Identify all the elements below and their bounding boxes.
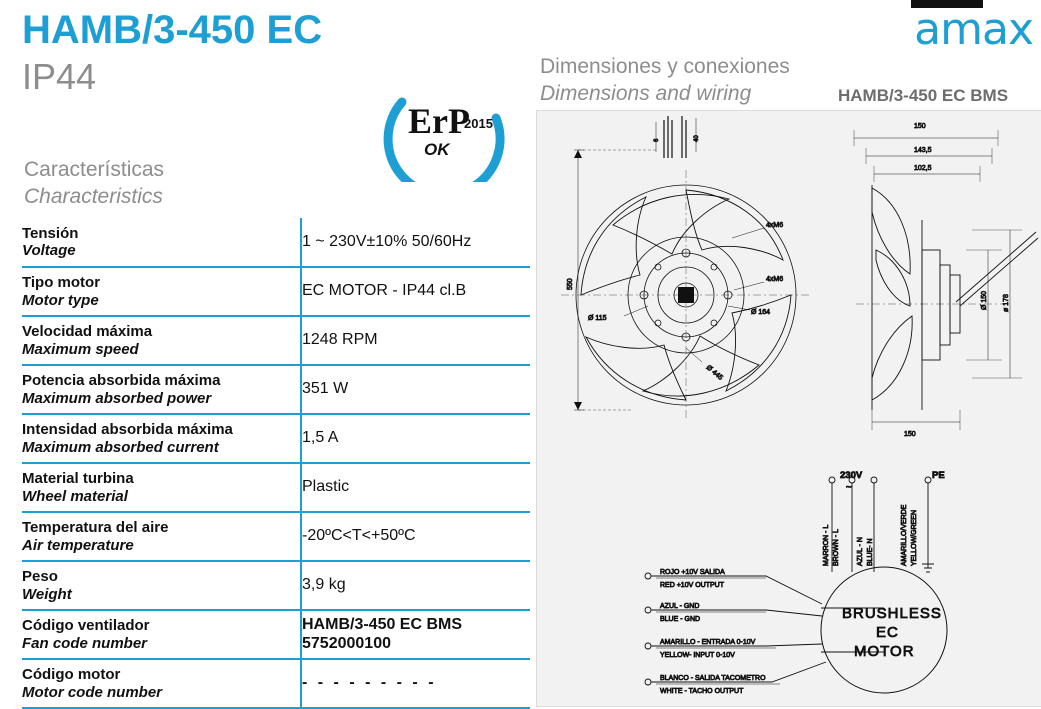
svg-text:AZUL - GND: AZUL - GND	[660, 603, 700, 610]
row-label-es: Velocidad máxima	[22, 323, 153, 341]
row-label	[22, 610, 301, 659]
row-value: -20ºC<T<+50ºC	[301, 512, 530, 561]
row-label-es: Potencia absorbida máxima	[22, 372, 221, 390]
erp-year: 2015	[464, 116, 493, 131]
svg-text:4xM6: 4xM6	[766, 276, 784, 283]
svg-text:BROWN - L: BROWN - L	[833, 529, 840, 566]
row-label-es: Código ventilador	[22, 617, 150, 635]
svg-text:AMARILLO - ENTRADA 0-10V: AMARILLO - ENTRADA 0-10V	[660, 639, 756, 646]
row-value: Plastic	[301, 463, 530, 512]
specifications-table	[22, 218, 530, 709]
svg-text:Ø 115: Ø 115	[588, 315, 607, 322]
svg-text:4xM6: 4xM6	[766, 222, 784, 229]
table-row	[22, 414, 530, 463]
svg-text:ø 178: ø 178	[1003, 294, 1010, 312]
erp-label: ErP	[408, 101, 470, 141]
svg-text:230V: 230V	[840, 470, 863, 481]
svg-text:BLUE- N: BLUE- N	[867, 538, 874, 566]
svg-text:ROJO +10V SALIDA: ROJO +10V SALIDA	[660, 569, 725, 576]
svg-text:BLANCO - SALIDA TACOMETRO: BLANCO - SALIDA TACOMETRO	[660, 675, 766, 682]
svg-text:Ø 445: Ø 445	[704, 364, 724, 382]
svg-text:EC: EC	[876, 624, 899, 641]
row-label-en: Motor code number	[22, 683, 163, 701]
svg-text:150: 150	[914, 123, 926, 130]
svg-text:150: 150	[904, 431, 916, 438]
row-label-en: Motor type	[22, 291, 99, 309]
row-value: 1248 RPM	[301, 316, 530, 365]
row-label	[22, 365, 301, 414]
svg-text:PE: PE	[932, 470, 945, 481]
svg-text:MOTOR: MOTOR	[854, 643, 915, 660]
svg-text:AMARILLO/VERDE: AMARILLO/VERDE	[901, 504, 908, 566]
svg-text:143,5: 143,5	[914, 147, 932, 154]
row-value: HAMB/3-450 EC BMS 5752000100	[301, 610, 530, 659]
table-row	[22, 365, 530, 414]
svg-text:MARRON - L: MARRON - L	[823, 524, 830, 566]
row-label	[22, 316, 301, 365]
dimensions-heading-en: Dimensions and wiring	[540, 82, 752, 105]
table-row	[22, 610, 530, 659]
table-row	[22, 561, 530, 610]
row-label	[22, 218, 301, 267]
row-label	[22, 463, 301, 512]
row-value: - - - - - - - - -	[301, 659, 530, 708]
table-row	[22, 512, 530, 561]
svg-text:YELLOW- INPUT 0-10V: YELLOW- INPUT 0-10V	[660, 652, 735, 659]
model-code-label: HAMB/3-450 EC BMS	[838, 86, 1009, 105]
svg-text:YELLOW/GREEN: YELLOW/GREEN	[911, 509, 918, 566]
brand-logo: amax	[914, 4, 1033, 55]
svg-text:AZUL - N: AZUL - N	[857, 537, 864, 566]
table-row	[22, 659, 530, 708]
svg-text:Ø 164: Ø 164	[751, 309, 771, 316]
row-label-en: Wheel material	[22, 487, 128, 505]
svg-text:BRUSHLESS: BRUSHLESS	[842, 605, 942, 622]
table-row	[22, 218, 530, 267]
row-label	[22, 267, 301, 316]
row-label	[22, 414, 301, 463]
svg-text:BLUE - GND: BLUE - GND	[660, 616, 701, 623]
characteristics-heading-en: Characteristics	[24, 185, 163, 208]
svg-text:RED +10V OUTPUT: RED +10V OUTPUT	[660, 582, 724, 589]
row-label-en: Maximum speed	[22, 340, 139, 358]
row-label-en: Air temperature	[22, 536, 134, 554]
row-label-en: Weight	[22, 585, 72, 603]
erp-ok: OK	[424, 140, 450, 159]
row-label-es: Código motor	[22, 666, 121, 684]
row-label	[22, 659, 301, 708]
row-label-es: Material turbina	[22, 470, 134, 488]
table-row	[22, 316, 530, 365]
row-label	[22, 512, 301, 561]
row-label-en: Maximum absorbed power	[22, 389, 212, 407]
row-value: 1 ~ 230V±10% 50/60Hz	[301, 218, 530, 267]
svg-text:Ø 150: Ø 150	[981, 290, 988, 310]
technical-drawing	[536, 110, 1041, 705]
table-row	[22, 463, 530, 512]
row-label-es: Temperatura del aire	[22, 519, 169, 537]
page-title: HAMB/3-450 EC	[22, 8, 323, 52]
svg-text:550: 550	[567, 278, 574, 290]
row-label	[22, 561, 301, 610]
svg-text:6: 6	[654, 138, 660, 142]
erp-badge	[372, 82, 524, 182]
svg-text:WHITE - TACHO OUTPUT: WHITE - TACHO OUTPUT	[660, 688, 744, 695]
characteristics-heading-es: Características	[24, 158, 165, 181]
row-value: 351 W	[301, 365, 530, 414]
row-value: 1,5 A	[301, 414, 530, 463]
page-subtitle: IP44	[22, 56, 97, 97]
dimensions-heading-es: Dimensiones y conexiones	[540, 55, 790, 78]
svg-text:102,5: 102,5	[914, 165, 932, 172]
row-label-en: Voltage	[22, 242, 76, 259]
row-label-es: Peso	[22, 568, 58, 586]
row-label-en: Fan code number	[22, 634, 148, 652]
row-label-es: Tensión	[22, 224, 79, 242]
row-label-en: Maximum absorbed current	[22, 438, 219, 456]
row-value: EC MOTOR - IP44 cl.B	[301, 267, 530, 316]
row-label-es: Intensidad absorbida máxima	[22, 421, 233, 439]
table-row	[22, 267, 530, 316]
row-value: 3,9 kg	[301, 561, 530, 610]
row-label-es: Tipo motor	[22, 274, 101, 292]
svg-text:~: ~	[846, 482, 852, 493]
svg-text:40: 40	[694, 135, 700, 142]
